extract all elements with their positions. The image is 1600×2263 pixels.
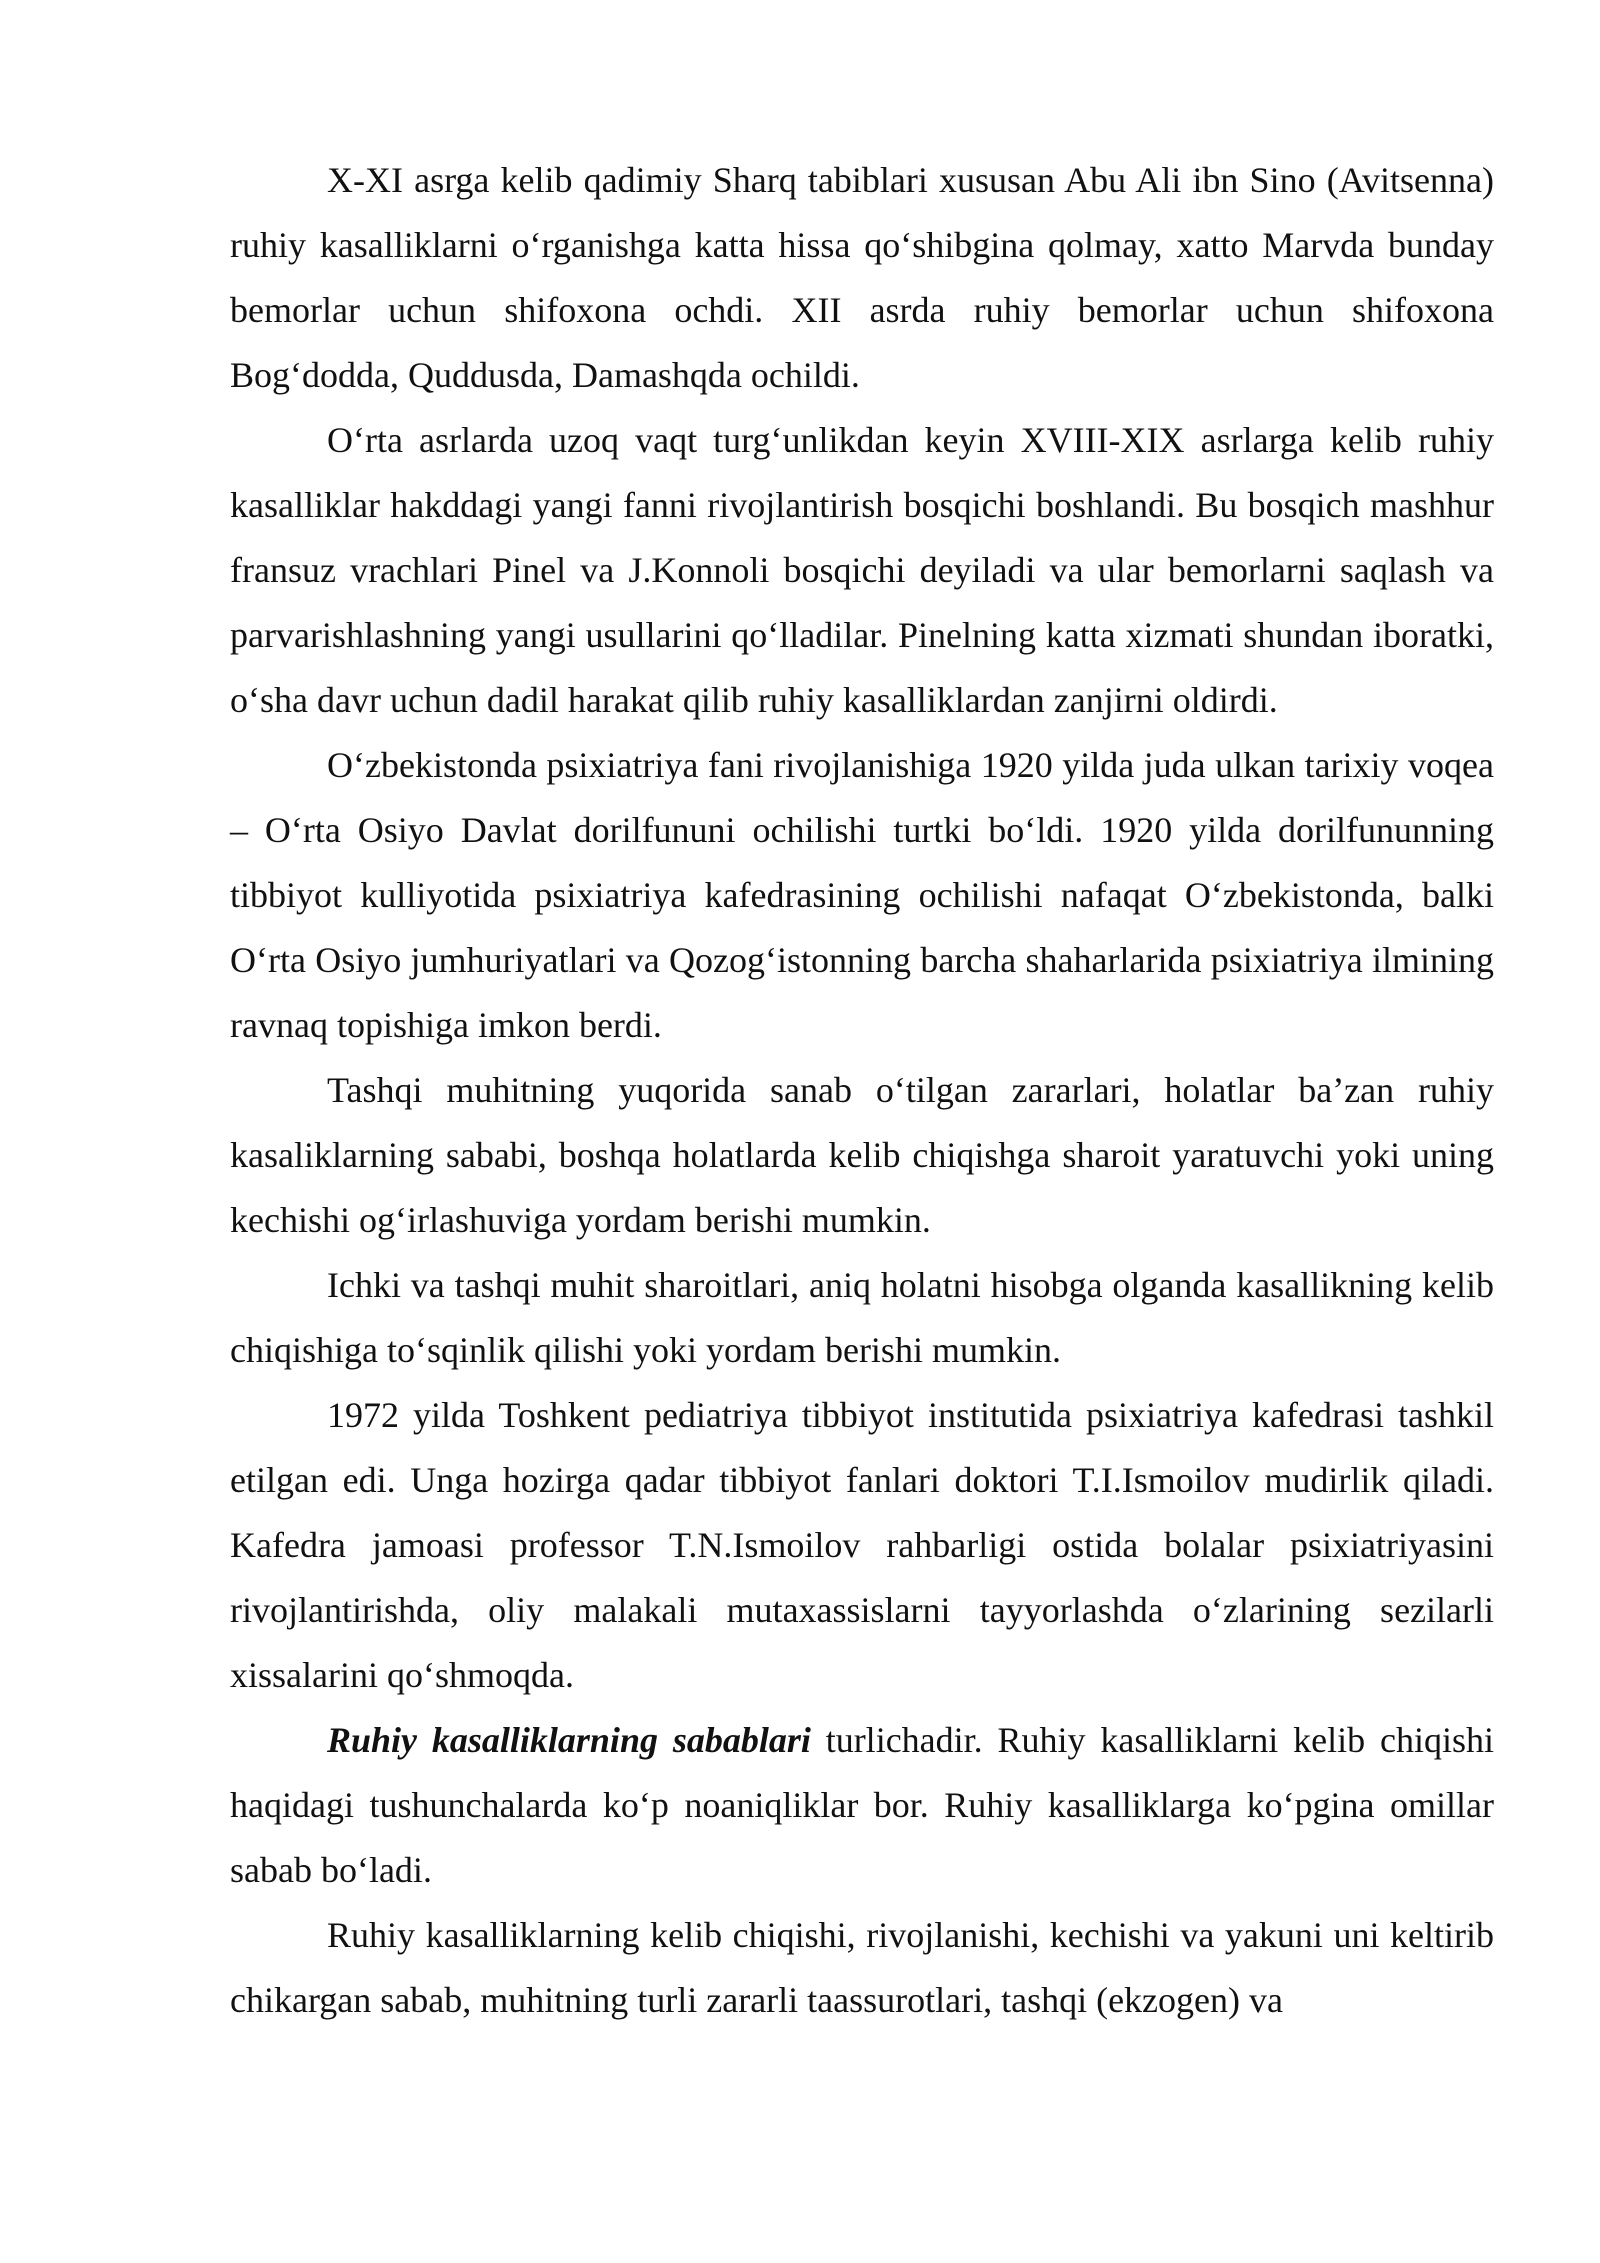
paragraph-causes	[230, 1708, 1494, 1903]
paragraph-external-environment: Tashqi muhitning yuqorida sanab o‘tilgan zararlari, holatlar ba’zan ruhiy kasaliklarning sababi, boshqa holatlarda kelib chiqishga sharoit yaratuvchi yoki uning kechishi og‘irlashuviga yordam berishi mumkin.	[230, 1070, 1494, 1240]
paragraph-internal-external-conditions: Ichki va tashqi muhit sharoitlari, aniq holatni hisobga olganda kasallikning kelib chiqishiga to‘sqinlik qilishi yoki yordam berishi mumkin.	[230, 1265, 1494, 1370]
paragraph-uzbekistan-1920: O‘zbekistonda psixiatriya fani rivojlanishiga 1920 yilda juda ulkan tarixiy voqea – O‘rta Osiyo Davlat dorilfununi ochilishi turtki bo‘ldi. 1920 yilda dorilfununning tibbiyot kulliyotida psixiatriya kafedrasining ochilishi nafaqat O‘zbekistonda, balki O‘rta Osiyo jumhuriyatlari va Qozog‘istonning barcha shaharlarida psixiatriya ilmining ravnaq topishiga imkon berdi.	[230, 745, 1494, 1045]
paragraph-tashkent-1972: 1972 yilda Toshkent pediatriya tibbiyot institutida psixiatriya kafedrasi tashkil etilgan edi. Unga hozirga qadar tibbiyot fanlari doktori T.I.Ismoilov mudirlik qiladi. Kafedra jamoasi professor T.N.Ismoilov rahbarligi ostida bolalar psixiatriyasini rivojlantirishda, oliy malakali mutaxassislarni tayyorlashda o‘zlarining sezilarli xissalarini qo‘shmoqda.	[230, 1395, 1494, 1695]
paragraph-causes-text: turlichadir. Ruhiy kasalliklarni kelib chiqishi haqidagi tushunchalarda ko‘p noaniqliklar bor. Ruhiy kasalliklarga ko‘pgina omillar sabab bo‘ladi.	[230, 1720, 1494, 1890]
paragraph-pinel-conolly: O‘rta asrlarda uzoq vaqt turg‘unlikdan keyin XVIII-XIX asrlarga kelib ruhiy kasalliklar hakddagi yangi fanni rivojlantirish bosqichi boshlandi. Bu bosqich mashhur fransuz vrachlari Pinel va J.Konnoli bosqichi deyiladi va ular bemorlarni saqlash va parvarishlashning yangi usullarini qo‘lladilar. Pinelning katta xizmati shundan iboratki, o‘sha davr uchun dadil harakat qilib ruhiy kasalliklardan zanjirni oldirdi.	[230, 420, 1494, 720]
paragraph-origin-development: Ruhiy kasalliklarning kelib chiqishi, rivojlanishi, kechishi va yakuni uni keltirib chikargan sabab, muhitning turli zararli taassurotlari, tashqi (ekzogen) va	[230, 1915, 1494, 2020]
paragraph-history-avicenna: X-XI asrga kelib qadimiy Sharq tabiblari xususan Abu Ali ibn Sino (Avitsenna) ruhiy kasalliklarni o‘rganishga katta hissa qo‘shibgina qolmay, xatto Marvda bunday bemorlar uchun shifoxona ochdi. XII asrda ruhiy bemorlar uchun shifoxona Bog‘dodda, Quddusda, Damashqda ochildi.	[230, 160, 1494, 395]
document-page	[230, 148, 1494, 2033]
bold-italic-term: Ruhiy kasalliklarning sabablari	[327, 1720, 811, 1760]
